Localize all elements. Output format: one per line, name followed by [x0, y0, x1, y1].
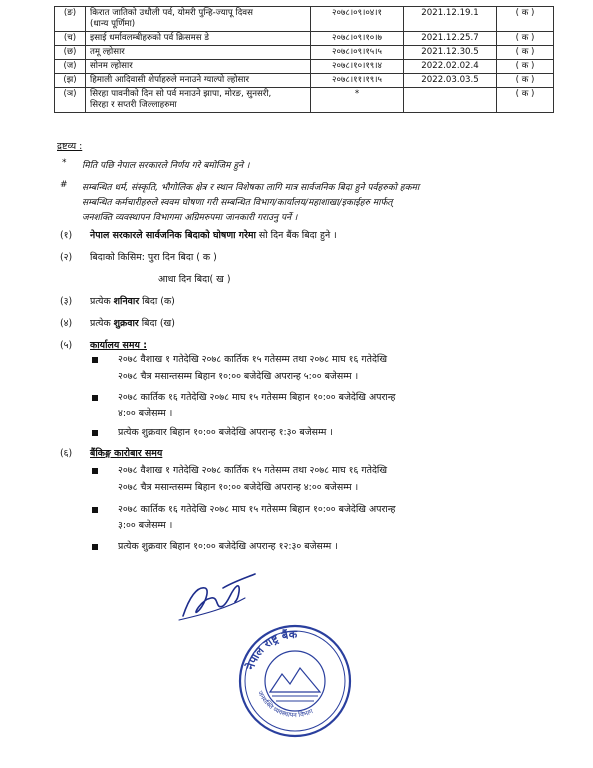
holiday-name — [86, 60, 311, 74]
office-bullet-2-line1: २०७८ कार्तिक १६ गतेदेखि २०७८ माघ १५ गतेसम्म बिहान १०:०० बजेदेखि अपरान्ह — [118, 392, 396, 403]
holiday-name-line: हिमाली आदिवासी शेर्पाहरुले मनाउने ग्याल्पो ल्होसार — [90, 75, 250, 85]
item-number: (३) — [60, 296, 73, 307]
note-hash-line: जनशक्ति व्यवस्थापन विभागमा अग्रिमरुपमा जानकारी गराउनु पर्ने । — [82, 213, 298, 223]
ad-date: 2022.02.02.4 — [404, 60, 497, 74]
bullet — [92, 507, 98, 513]
row-number: (छ) — [55, 46, 86, 60]
note-hash-mark: # — [60, 180, 68, 190]
item-1-text — [90, 228, 337, 241]
table-row — [55, 74, 554, 88]
bank-bullet-3: प्रत्येक शुक्रवार बिहान १०:०० बजेदेखि अपरान्ह १२:३० बजेसम्म । — [118, 541, 338, 552]
bullet — [92, 395, 98, 401]
item-4-pre: प्रत्येक — [90, 318, 114, 329]
svg-text:जनशक्ति व्यवस्थापन विभाग — [256, 690, 314, 720]
note-hash-line: सम्बन्धित कर्मचारीहरुले स्ववम घोषणा गरी सम्बन्धित विभाग/कार्यालय/महाशाखा/इकाईहरु मार्फत् — [82, 198, 393, 208]
holiday-name — [86, 46, 311, 60]
bullet — [92, 544, 98, 550]
note-star-mark: * — [62, 158, 67, 168]
note-star-text: मिति पछि नेपाल सरकारले निर्णय गरे बमोजिम हुने । — [82, 161, 250, 171]
holiday-name-line: सोनम ल्होसार — [90, 61, 133, 71]
ad-date: 2021.12.30.5 — [404, 46, 497, 60]
item-3-text — [90, 294, 175, 307]
notes-heading: द्रष्टव्य : — [57, 141, 83, 152]
table-row — [55, 60, 554, 74]
item-1-bold: नेपाल सरकारले सार्वजनिक बिदाको घोषणा गरेमा — [90, 230, 256, 241]
item-1-rest: सो दिन बैंक बिदा हुने । — [255, 230, 337, 241]
item-2-line1: बिदाको किसिम: पुरा दिन बिदा ( क ) — [90, 252, 217, 263]
holiday-category: ( क ) — [497, 32, 554, 46]
item-number: (४) — [60, 318, 73, 329]
table-row — [55, 7, 554, 32]
row-number: (झ) — [55, 74, 86, 88]
bs-date: २०७८।०९।१०।७ — [311, 32, 404, 46]
holiday-table — [54, 6, 554, 113]
item-number: (२) — [60, 252, 73, 263]
stamp-top-text: नेपाल राष्ट्र बैंक — [243, 627, 298, 672]
bank-bullet-2-line2: ३:०० बजेसम्म । — [118, 520, 173, 531]
holiday-name-line: तमू ल्होसार — [90, 47, 125, 57]
item-3-bold: शनिवार — [113, 296, 140, 307]
item-4-text — [90, 316, 175, 329]
banking-hours-heading: बैंकिङ्ग कारोबार समय — [90, 448, 163, 459]
bs-date: २०७८।११।१९।५ — [311, 74, 404, 88]
ad-date: 2022.03.03.5 — [404, 74, 497, 88]
bs-date: २०७८।०९।१५।५ — [311, 46, 404, 60]
holiday-category: ( क ) — [497, 74, 554, 88]
ad-date: 2021.12.25.7 — [404, 32, 497, 46]
holiday-name — [86, 32, 311, 46]
bullet — [92, 357, 98, 363]
holiday-category: ( क ) — [497, 60, 554, 74]
holiday-name-line: किरात जातिको उधौली पर्व, योमरी पुन्हि-ज्यापू दिवस — [90, 8, 253, 18]
holiday-category: ( क ) — [497, 46, 554, 60]
item-2-line2: आधा दिन बिदा( ख ) — [158, 274, 231, 285]
bullet — [92, 430, 98, 436]
office-bullet-1-line2: २०७८ चैत्र मसान्तसम्म बिहान १०:०० बजेदेखि अपरान्ह ५:०० बजेसम्म । — [118, 371, 359, 382]
bs-date: * — [311, 88, 404, 113]
row-number: (ज) — [55, 60, 86, 74]
holiday-name — [86, 74, 311, 88]
holiday-name-line: सिरहा पावनीको दिन सो पर्व मनाउने झापा, मोरङ, सुनसरी, — [90, 89, 272, 99]
item-3-pre: प्रत्येक — [90, 296, 114, 307]
holiday-category: ( क ) — [497, 88, 554, 113]
table-row — [55, 32, 554, 46]
stamp-bottom-text: जनशक्ति व्यवस्थापन विभाग — [256, 689, 315, 720]
item-number: (६) — [60, 448, 73, 459]
ad-date: 2021.12.19.1 — [404, 7, 497, 32]
bank-seal-stamp — [236, 622, 354, 740]
office-bullet-3: प्रत्येक शुक्रवार बिहान १०:०० बजेदेखि अपरान्ह १:३० बजेसम्म । — [118, 427, 333, 438]
holiday-name-line: इसाई धर्मावलम्बीहरुको पर्व क्रिसमस डे — [90, 33, 209, 43]
holiday-name-line: (धान्य पूर्णिमा) — [90, 19, 136, 29]
item-4-bold: शुक्रवार — [113, 318, 139, 329]
row-number: (ञ) — [55, 88, 86, 113]
signature — [175, 568, 265, 623]
office-hours-heading: कार्यालय समय : — [90, 340, 147, 351]
holiday-name — [86, 7, 311, 32]
ad-date — [404, 88, 497, 113]
bank-bullet-1-line2: २०७८ चैत्र मसान्तसम्म बिहान १०:०० बजेदेखि अपरान्ह ४:०० बजेसम्म । — [118, 482, 359, 493]
office-bullet-1-line1: २०७८ वैशाख १ गतेदेखि २०७८ कार्तिक १५ गतेसम्म तथा २०७८ माघ १६ गतेदेखि — [118, 354, 388, 365]
bullet — [92, 468, 98, 474]
item-4-post: बिदा (ख) — [138, 318, 175, 329]
bs-date: २०७८।०९।०४।१ — [311, 7, 404, 32]
table-row — [55, 46, 554, 60]
holiday-name-line: सिरहा र सप्तरी जिल्लाहरुमा — [90, 100, 177, 110]
holiday-category: ( क ) — [497, 7, 554, 32]
note-hash-line: सम्बन्धित धर्म, संस्कृति, भौगोलिक क्षेत्र र स्थान विशेषका लागि मात्र सार्वजनिक बिदा हुने पर्वहरुको हकमा — [82, 183, 420, 193]
item-3-post: बिदा (क) — [139, 296, 175, 307]
item-number: (१) — [60, 230, 73, 241]
row-number: (ङ) — [55, 7, 86, 32]
table-row — [55, 88, 554, 113]
bs-date: २०७८।१०।१९।४ — [311, 60, 404, 74]
row-number: (च) — [55, 32, 86, 46]
item-number: (५) — [60, 340, 73, 351]
holiday-name — [86, 88, 311, 113]
bank-bullet-1-line1: २०७८ वैशाख १ गतेदेखि २०७८ कार्तिक १५ गतेसम्म तथा २०७८ माघ १६ गतेदेखि — [118, 465, 388, 476]
office-bullet-2-line2: ४:०० बजेसम्म । — [118, 408, 173, 419]
bank-bullet-2-line1: २०७८ कार्तिक १६ गतेदेखि २०७८ माघ १५ गतेसम्म बिहान १०:०० बजेदेखि अपरान्ह — [118, 504, 396, 515]
